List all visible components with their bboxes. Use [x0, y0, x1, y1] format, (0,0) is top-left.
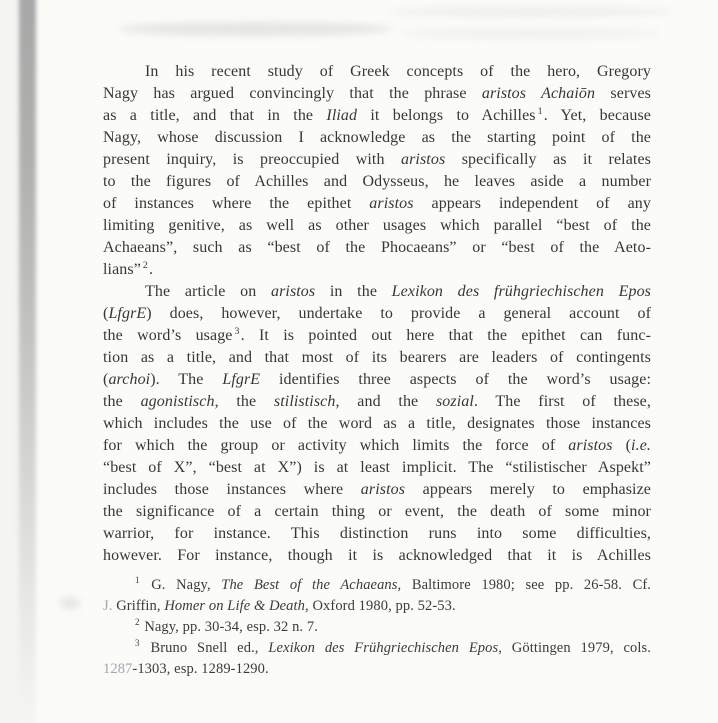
text-line	[103, 523, 651, 545]
text-segment: appears merely to emphasize	[405, 481, 651, 498]
text-segment: .	[148, 261, 154, 278]
italic-segment: Iliad	[326, 107, 358, 124]
text-segment: . Yet, because	[543, 107, 651, 124]
text-segment: the word’s usage	[103, 327, 233, 344]
text-segment: however. For instance, though it is acknowledged that it is Achilles	[103, 547, 651, 564]
italic-segment: aristos Achaiōn	[481, 85, 596, 102]
text-segment: the	[103, 393, 141, 410]
bleedthrough-smudge	[398, 28, 660, 39]
italic-segment: Lexikon des Frühgriechischen Epos	[268, 640, 499, 656]
text-segment: In his recent study of Greek concepts of the hero, Gregory	[145, 63, 651, 80]
page-gutter-shadow	[19, 0, 36, 723]
italic-segment: The Best of the Achaeans	[221, 577, 398, 593]
italic-segment: aristos	[360, 481, 406, 498]
text-line	[103, 259, 651, 281]
text-segment: Achaeans”, such as “best of the Phocaeans” or “best of the Aeto-	[103, 239, 651, 256]
text-line	[103, 575, 651, 596]
text-segment: tion as a title, and that most of its bearers are leaders of contingents	[103, 349, 651, 366]
text-segment: Griffin,	[112, 598, 165, 614]
text-segment: Nagy, whose discussion I acknowledge as the starting point of the	[103, 129, 651, 146]
italic-segment: Homer on Life & Death	[164, 598, 306, 614]
text-line	[103, 325, 651, 347]
text-segment: which includes the use of the word as a title, designates those instances	[103, 415, 651, 432]
italic-segment: LfgrE	[108, 305, 147, 322]
text-line	[103, 347, 651, 369]
italic-segment: aristos	[401, 151, 446, 168]
text-segment: identifies three aspects of the word’s usage:	[260, 371, 651, 388]
text-line	[103, 149, 651, 171]
text-segment: in the	[315, 283, 392, 300]
italic-segment: stilistisch	[273, 393, 336, 410]
text-line	[103, 215, 651, 237]
text-segment: Nagy has argued convincingly that the phrase	[103, 85, 482, 102]
footnotes	[103, 575, 651, 680]
text-segment: G. Nagy,	[140, 577, 222, 593]
text-segment: serves	[595, 85, 651, 102]
text-line	[103, 413, 651, 435]
text-segment: ). The	[150, 371, 223, 388]
text-segment: of instances where the epithet	[103, 195, 370, 212]
italic-segment: aristos	[270, 283, 316, 300]
text-line	[103, 61, 651, 83]
text-segment: . It is pointed out here that the epithet can func-	[240, 327, 651, 344]
text-segment: 1287	[103, 661, 133, 677]
text-segment: “best of X”, “best at X”) is at least implicit. The “stilistischer Aspekt”	[103, 459, 651, 476]
footnote-marker: 1	[537, 105, 543, 117]
text-line	[103, 545, 651, 567]
text-segment: the significance of a certain thing or event, the death of some minor	[103, 503, 651, 520]
italic-segment: aristos	[369, 195, 414, 212]
text-line	[103, 369, 651, 391]
footnote-marker: 3	[234, 325, 240, 337]
text-line	[103, 501, 651, 523]
italic-segment: i.e.	[631, 437, 651, 454]
text-line	[103, 303, 651, 325]
text-segment: limiting genitive, as well as other usages which parallel “best of the	[103, 217, 651, 234]
text-segment: , and the	[335, 393, 436, 410]
text-segment: The article on	[145, 283, 271, 300]
italic-segment: LfgrE	[222, 371, 261, 388]
text-segment: warrior, for instance. This distinction runs into some difficulties,	[103, 525, 651, 542]
italic-segment: Lexikon des frühgriechischen Epos	[391, 283, 651, 300]
text-segment: present inquiry, is preoccupied with	[103, 151, 401, 168]
text-segment: to the figures of Achilles and Odysseus, he leaves aside a number	[103, 173, 651, 190]
text-segment: J.	[103, 598, 113, 614]
bleedthrough-smudge	[118, 22, 393, 36]
bleedthrough-smudge	[60, 598, 80, 608]
text-segment: appears independent of any	[413, 195, 651, 212]
text-segment: (	[612, 437, 632, 454]
text-segment: , Oxford 1980, pp. 52-53.	[305, 598, 456, 614]
footnote-marker: 2	[142, 259, 148, 271]
text-segment: (	[103, 305, 109, 322]
footnote-marker: 2	[135, 617, 140, 628]
text-line	[103, 281, 651, 303]
text-line	[103, 479, 651, 501]
text-segment: lians”	[103, 261, 141, 278]
text-line	[103, 237, 651, 259]
text-line	[103, 83, 651, 105]
italic-segment: aristos	[568, 437, 613, 454]
footnote-marker: 3	[135, 638, 140, 649]
body-text	[103, 61, 651, 567]
text-line	[103, 171, 651, 193]
text-line	[103, 127, 651, 149]
text-line	[103, 391, 651, 413]
italic-segment: sozial	[435, 393, 474, 410]
text-segment: Nagy, pp. 30-34, esp. 32 n. 7.	[140, 619, 318, 635]
text-line	[103, 193, 651, 215]
text-line	[103, 596, 651, 617]
text-line	[103, 659, 651, 680]
text-segment: as a title, and that in the	[103, 107, 327, 124]
text-line	[103, 457, 651, 479]
text-segment: for which the group or activity which limits the force of	[103, 437, 569, 454]
text-segment: includes those instances where	[103, 481, 361, 498]
text-line	[103, 638, 651, 659]
text-segment: , the	[214, 393, 274, 410]
text-line	[103, 105, 651, 127]
italic-segment: agonistisch	[140, 393, 215, 410]
italic-segment: archoi	[108, 371, 151, 388]
text-segment: specifically as it relates	[445, 151, 651, 168]
bleedthrough-smudge	[388, 6, 673, 17]
text-segment: -1303, esp. 1289-1290.	[132, 661, 269, 677]
footnote-marker: 1	[135, 575, 140, 586]
text-segment: , Baltimore 1980; see pp. 26-58. Cf.	[397, 577, 651, 593]
text-segment: (	[103, 371, 109, 388]
text-segment: . The first of these,	[473, 393, 651, 410]
text-segment: it belongs to Achilles	[357, 107, 536, 124]
text-segment: , Göttingen 1979, cols.	[498, 640, 651, 656]
text-segment: Bruno Snell ed.,	[140, 640, 269, 656]
text-segment: ) does, however, undertake to provide a general account of	[146, 305, 651, 322]
text-line	[103, 435, 651, 457]
text-line	[103, 617, 651, 638]
